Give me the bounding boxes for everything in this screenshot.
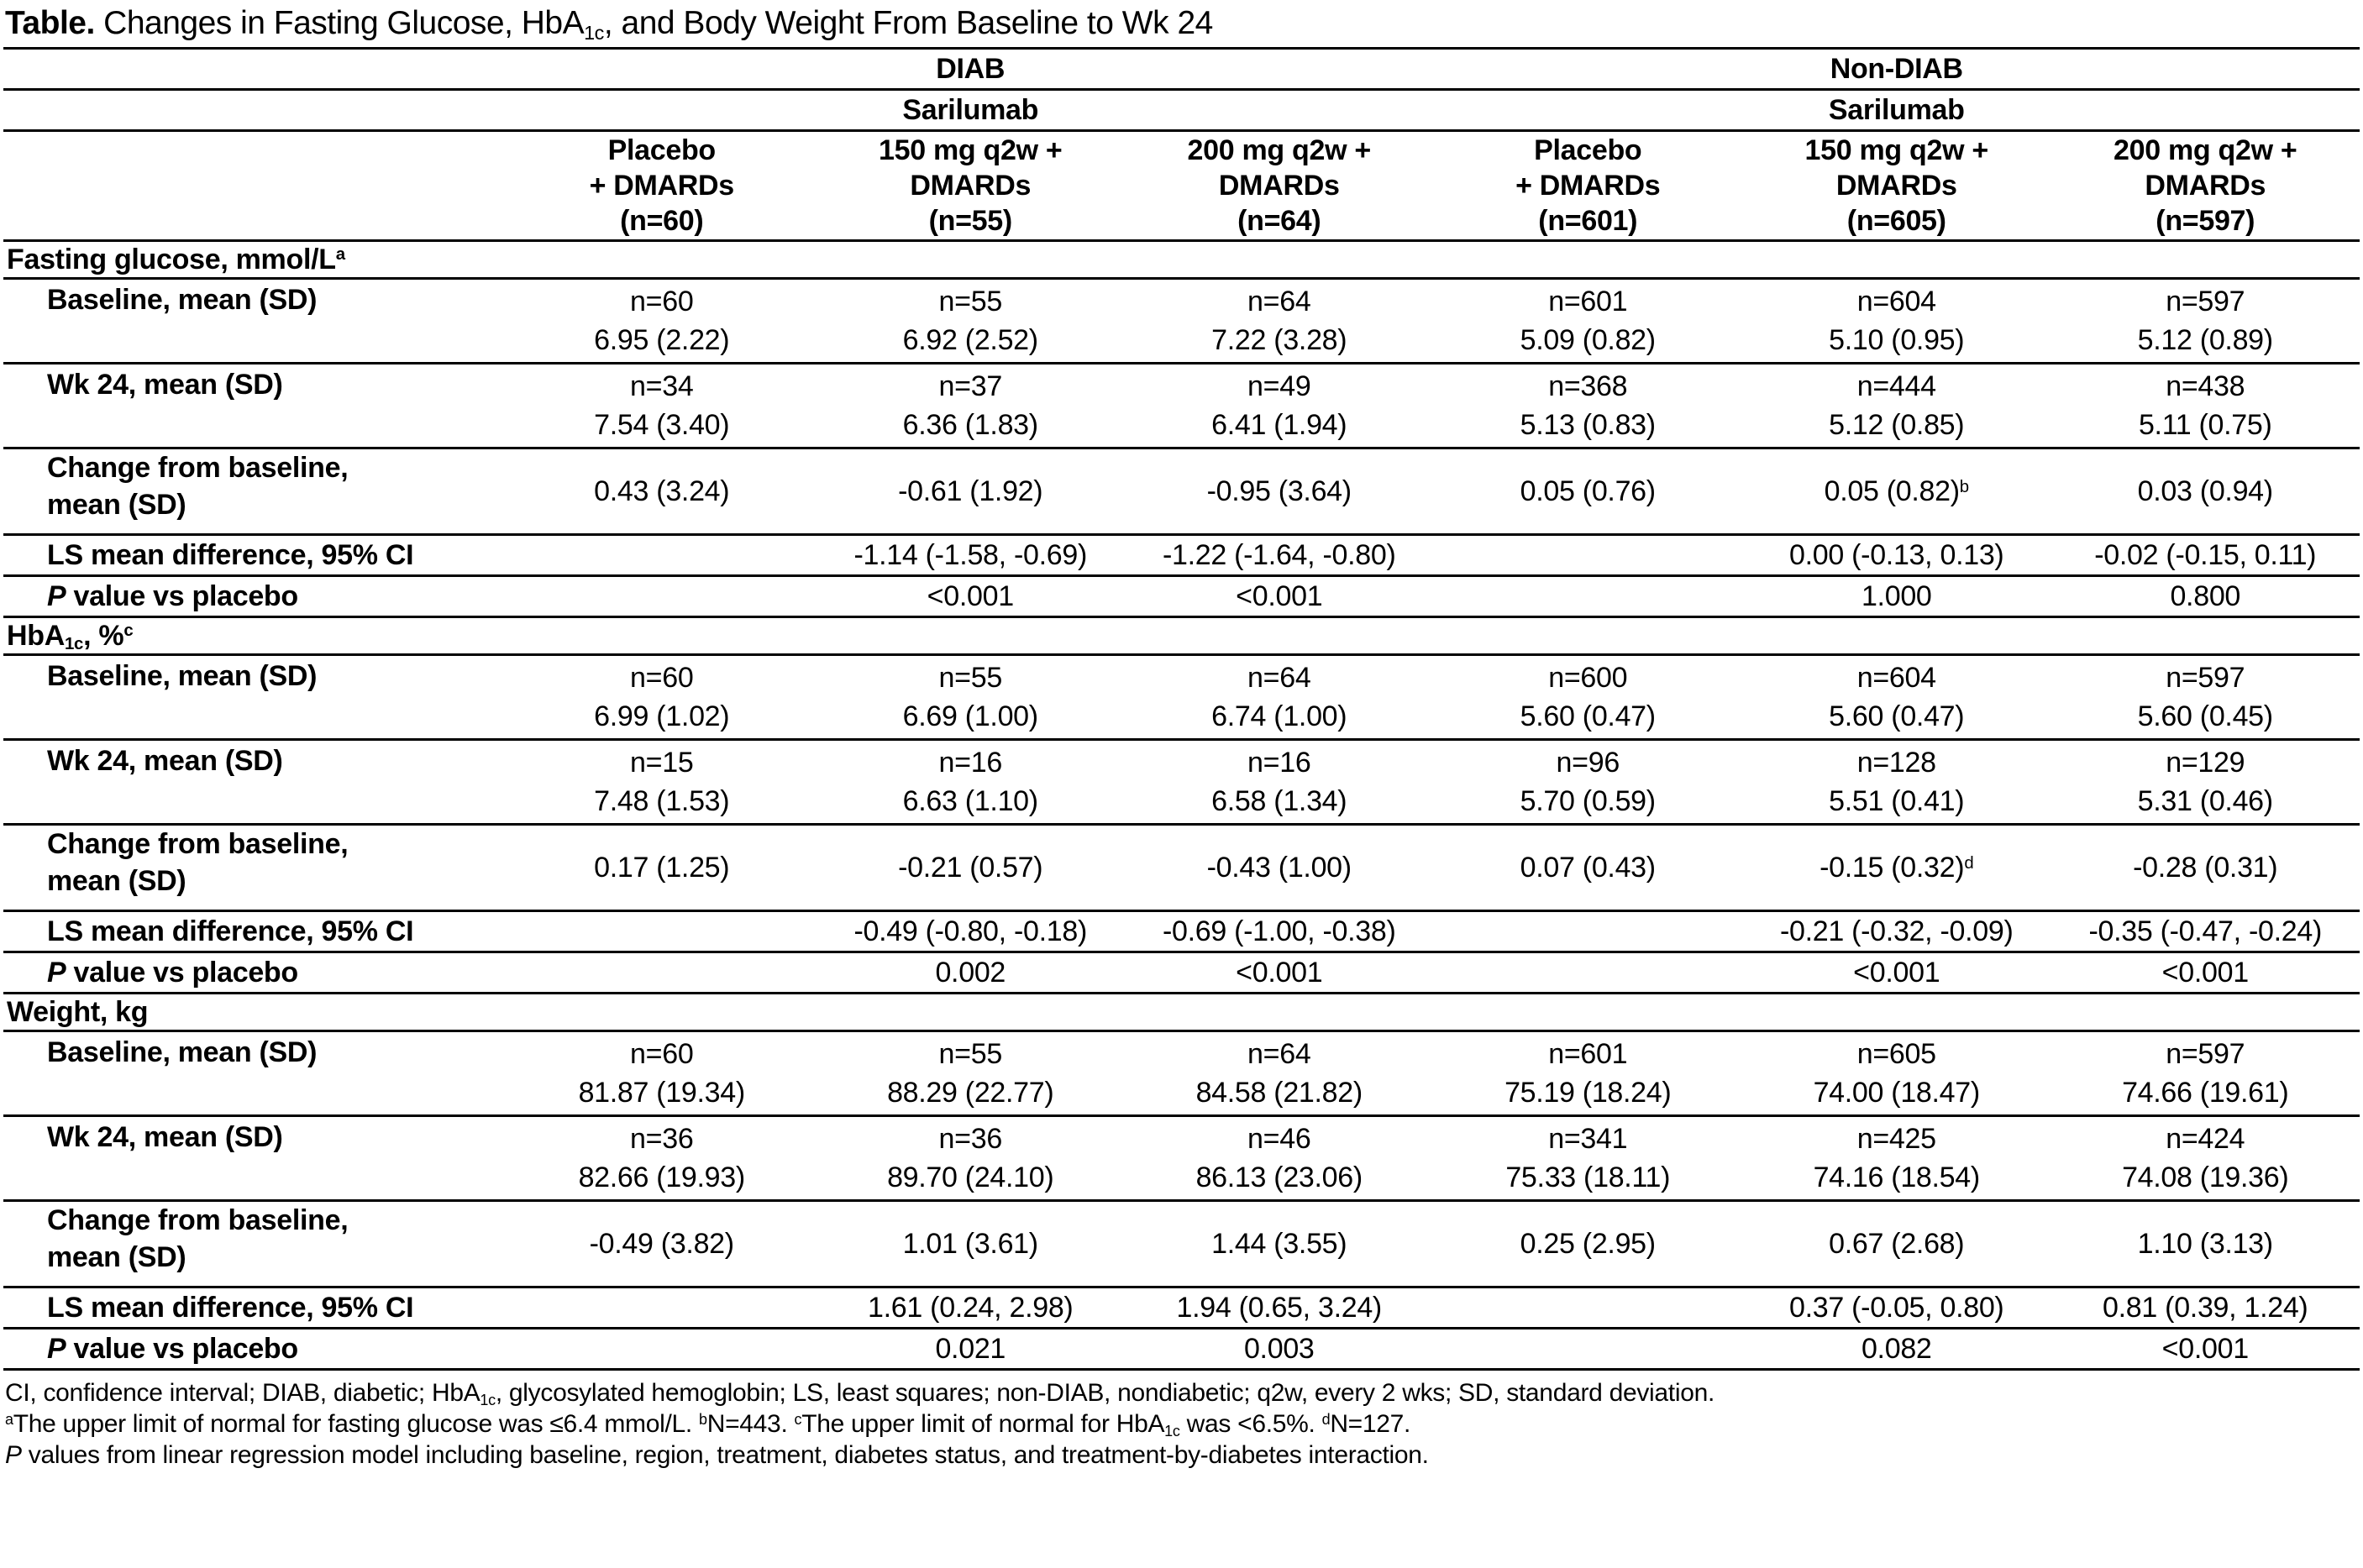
data-cell: n=444 5.12 (0.85) [1829,370,1965,441]
column-header-200mg-diab: 200 mg q2w + DMARDs (n=64) [1187,134,1371,237]
row-label: Wk 24, mean (SD) [47,745,283,777]
data-cell [1434,576,1743,617]
table-row [3,448,2360,535]
row-label: LS mean difference, 95% CI [47,1292,414,1324]
data-cell: n=60 6.95 (2.22) [594,286,730,356]
data-cell: <0.001 [1236,580,1323,612]
footnotes [3,1371,2363,1471]
data-cell: 1.94 (0.65, 3.24) [1176,1292,1382,1324]
subgroup-header-sarilumab-nondiab: Sarilumab [1828,93,1965,126]
table-row [3,1201,2360,1287]
data-cell: <0.001 [2161,957,2249,989]
empty-corner-cell [3,90,507,131]
table-row [3,279,2360,364]
table-row [3,740,2360,825]
data-cell: n=341 75.33 (18.11) [1505,1123,1671,1193]
data-cell: 0.003 [1243,1333,1315,1365]
data-cell: n=604 5.10 (0.95) [1829,286,1965,356]
data-cell: n=34 7.54 (3.40) [594,370,730,441]
data-cell: -0.28 (0.31) [2133,852,2278,884]
data-cell: 0.021 [935,1333,1006,1365]
subgroup-header-sarilumab-diab: Sarilumab [902,93,1039,126]
data-cell [1434,535,1743,576]
data-cell: 0.43 (3.24) [594,475,730,507]
data-cell: n=37 6.36 (1.83) [902,370,1038,441]
data-cell [507,535,817,576]
data-cell: 0.05 $(0.82)^b$ [1824,475,1969,507]
data-cell: 0.07 (0.43) [1520,852,1656,884]
table-title [3,5,2363,47]
data-cell: 0.25 (2.95) [1520,1228,1656,1260]
data-cell: n=46 86.13 (23.06) [1195,1123,1363,1193]
data-cell: 0.81 (0.39, 1.24) [2103,1292,2308,1324]
data-cell: -0.15 $(0.32)^d$ [1820,852,1974,884]
data-cell: n=597 74.66 (19.61) [2122,1038,2289,1109]
table-row [3,655,2360,740]
data-cell: n=64 7.22 (3.28) [1211,286,1347,356]
footnote-limits: $^a$The upper limit of normal for fasting glucose was ≤6.4 mmol/L. $^b$N=443. $^c$The upper limit of normal for HbA$_{1c}$ was <6.5%. $^d$N=127. [5,1410,1411,1440]
row-label: P value vs placebo [47,1333,298,1365]
data-cell: -0.35 (-0.47, -0.24) [2088,915,2322,947]
row-label: P value vs placebo [47,957,298,989]
subgroup-header-row [3,90,2360,131]
row-label: P value vs placebo [47,580,298,612]
data-cell [1434,1329,1743,1370]
table-row [3,825,2360,911]
data-cell: -0.43 (1.00) [1206,852,1352,884]
footnote-pvalues: P values from linear regression model including baseline, region, treatment, diabetes status, and treatment-by-diabetes interaction. [5,1441,1429,1469]
data-cell: n=438 5.11 (0.75) [2138,370,2272,441]
table-row [3,364,2360,448]
data-cell: -0.02 (-0.15, 0.11) [2094,539,2317,571]
data-cell: n=64 84.58 (21.82) [1195,1038,1363,1109]
section-header-row [3,241,2360,279]
data-cell: n=597 5.12 (0.89) [2137,286,2273,356]
data-cell: n=601 75.19 (18.24) [1504,1038,1672,1109]
table-row [3,535,2360,576]
table-row [3,1031,2360,1116]
row-label: Change from baseline, mean (SD) [47,828,349,897]
data-cell [507,1329,817,1370]
data-cell: n=55 6.69 (1.00) [902,662,1038,732]
data-cell: 0.67 (2.68) [1829,1228,1965,1260]
data-cell: <0.001 [927,580,1014,612]
data-cell: 0.082 [1861,1333,1932,1365]
data-cell: 0.05 (0.76) [1520,475,1656,507]
table-row [3,952,2360,994]
row-label: Baseline, mean (SD) [47,284,318,316]
row-label: Baseline, mean (SD) [47,1036,318,1068]
empty-corner-cell [3,131,507,241]
data-cell: n=368 5.13 (0.83) [1520,370,1656,441]
footnote-abbreviations: CI, confidence interval; DIAB, diabetic; HbA$_{1c}$, glycosylated hemoglobin; LS, least squares; non-DIAB, nondiabetic; q2w, every 2 wks; SD, standard deviation. [5,1379,1714,1409]
row-label: Wk 24, mean (SD) [47,1121,283,1153]
data-cell: 0.17 (1.25) [594,852,730,884]
data-cell: -1.14 (-1.58, -0.69) [853,539,1087,571]
data-cell: -0.49 (-0.80, -0.18) [853,915,1087,947]
data-cell: -0.69 (-1.00, -0.38) [1163,915,1396,947]
column-header-150mg-diab: 150 mg q2w + DMARDs (n=55) [879,134,1063,237]
table-title-label: Table. [5,5,95,41]
data-cell: 0.37 (-0.05, 0.80) [1789,1292,2004,1324]
data-cell: -1.22 (-1.64, -0.80) [1163,539,1396,571]
data-cell: n=16 6.58 (1.34) [1211,747,1347,817]
section-header: HbA$_{1c}$, %$^c$ [7,619,134,654]
table-row [3,1116,2360,1201]
data-cell: -0.21 (0.57) [898,852,1043,884]
data-cell: <0.001 [1236,957,1323,989]
data-cell: 1.10 (3.13) [2137,1228,2273,1260]
data-cell: n=424 74.08 (19.36) [2122,1123,2289,1193]
data-cell [1434,1287,1743,1329]
row-label: Change from baseline, mean (SD) [47,1204,349,1273]
section-header-row [3,617,2360,655]
data-cell: <0.001 [2161,1333,2249,1365]
data-cell: 0.002 [935,957,1006,989]
table-row [3,911,2360,952]
data-cell: n=597 5.60 (0.45) [2137,662,2273,732]
section-header: Fasting glucose, mmol/$L^a$ [7,243,345,275]
section-header: Weight, kg [7,995,149,1028]
data-cell: 0.00 (-0.13, 0.13) [1789,539,2004,571]
data-cell: n=128 5.51 (0.41) [1829,747,1965,817]
data-cell: n=16 6.63 (1.10) [902,747,1038,817]
data-cell [507,1287,817,1329]
group-header-nondiab: Non-DIAB [1830,52,1963,85]
data-cell [1434,911,1743,952]
column-header-placebo-diab: Placebo + DMARDs (n=60) [589,134,734,237]
table-header [3,49,2360,241]
data-cell: <0.001 [1853,957,1940,989]
section-header-row [3,994,2360,1031]
data-cell: n=96 5.70 (0.59) [1520,747,1656,817]
data-cell: n=55 88.29 (22.77) [887,1038,1054,1109]
data-cell: n=129 5.31 (0.46) [2137,747,2273,817]
data-cell: n=605 74.00 (18.47) [1813,1038,1980,1109]
data-cell: -0.61 (1.92) [898,475,1043,507]
row-label: Baseline, mean (SD) [47,660,318,692]
data-cell: -0.95 (3.64) [1206,475,1352,507]
row-label: LS mean difference, 95% CI [47,915,414,947]
table-title-text: Changes in Fasting Glucose, HbA$_{1c}$, and Body Weight From Baseline to Wk 24 [103,5,1213,44]
data-cell: n=604 5.60 (0.47) [1829,662,1965,732]
data-cell: n=425 74.16 (18.54) [1813,1123,1980,1193]
column-header-200mg-nondiab: 200 mg q2w + DMARDs (n=597) [2114,134,2297,237]
data-cell: 0.03 (0.94) [2137,475,2273,507]
column-header-row [3,131,2360,241]
data-cell: -0.21 (-0.32, -0.09) [1780,915,2014,947]
data-cell: 1.61 (0.24, 2.98) [868,1292,1074,1324]
row-label: LS mean difference, 95% CI [47,539,414,571]
table-row [3,1287,2360,1329]
data-cell: n=64 6.74 (1.00) [1211,662,1347,732]
empty-corner-cell [3,49,507,90]
data-cell: n=60 81.87 (19.34) [578,1038,745,1109]
data-cell: n=36 82.66 (19.93) [578,1123,745,1193]
group-header-diab: DIAB [936,52,1006,85]
data-cell [1434,952,1743,994]
group-header-row [3,49,2360,90]
data-cell: n=49 6.41 (1.94) [1211,370,1347,441]
row-label: Change from baseline, mean (SD) [47,452,349,521]
results-table [3,47,2360,1371]
data-cell: n=15 7.48 (1.53) [594,747,730,817]
column-header-placebo-nondiab: Placebo + DMARDs (n=601) [1515,134,1661,237]
data-cell: n=601 5.09 (0.82) [1520,286,1656,356]
data-cell [507,576,817,617]
table-row [3,576,2360,617]
data-cell: n=36 89.70 (24.10) [887,1123,1054,1193]
column-header-150mg-nondiab: 150 mg q2w + DMARDs (n=605) [1804,134,1988,237]
data-cell [507,911,817,952]
row-label: Wk 24, mean (SD) [47,369,283,401]
data-cell: n=60 6.99 (1.02) [594,662,730,732]
data-cell: n=55 6.92 (2.52) [902,286,1038,356]
data-cell: 1.44 (3.55) [1211,1228,1347,1260]
data-cell: 0.800 [2170,580,2241,612]
table-row [3,1329,2360,1370]
data-cell [507,952,817,994]
table-body [3,241,2360,1370]
data-cell: 1.01 (3.61) [902,1228,1038,1260]
data-cell: n=600 5.60 (0.47) [1520,662,1656,732]
data-cell: -0.49 (3.82) [589,1228,734,1260]
data-cell: 1.000 [1861,580,1932,612]
